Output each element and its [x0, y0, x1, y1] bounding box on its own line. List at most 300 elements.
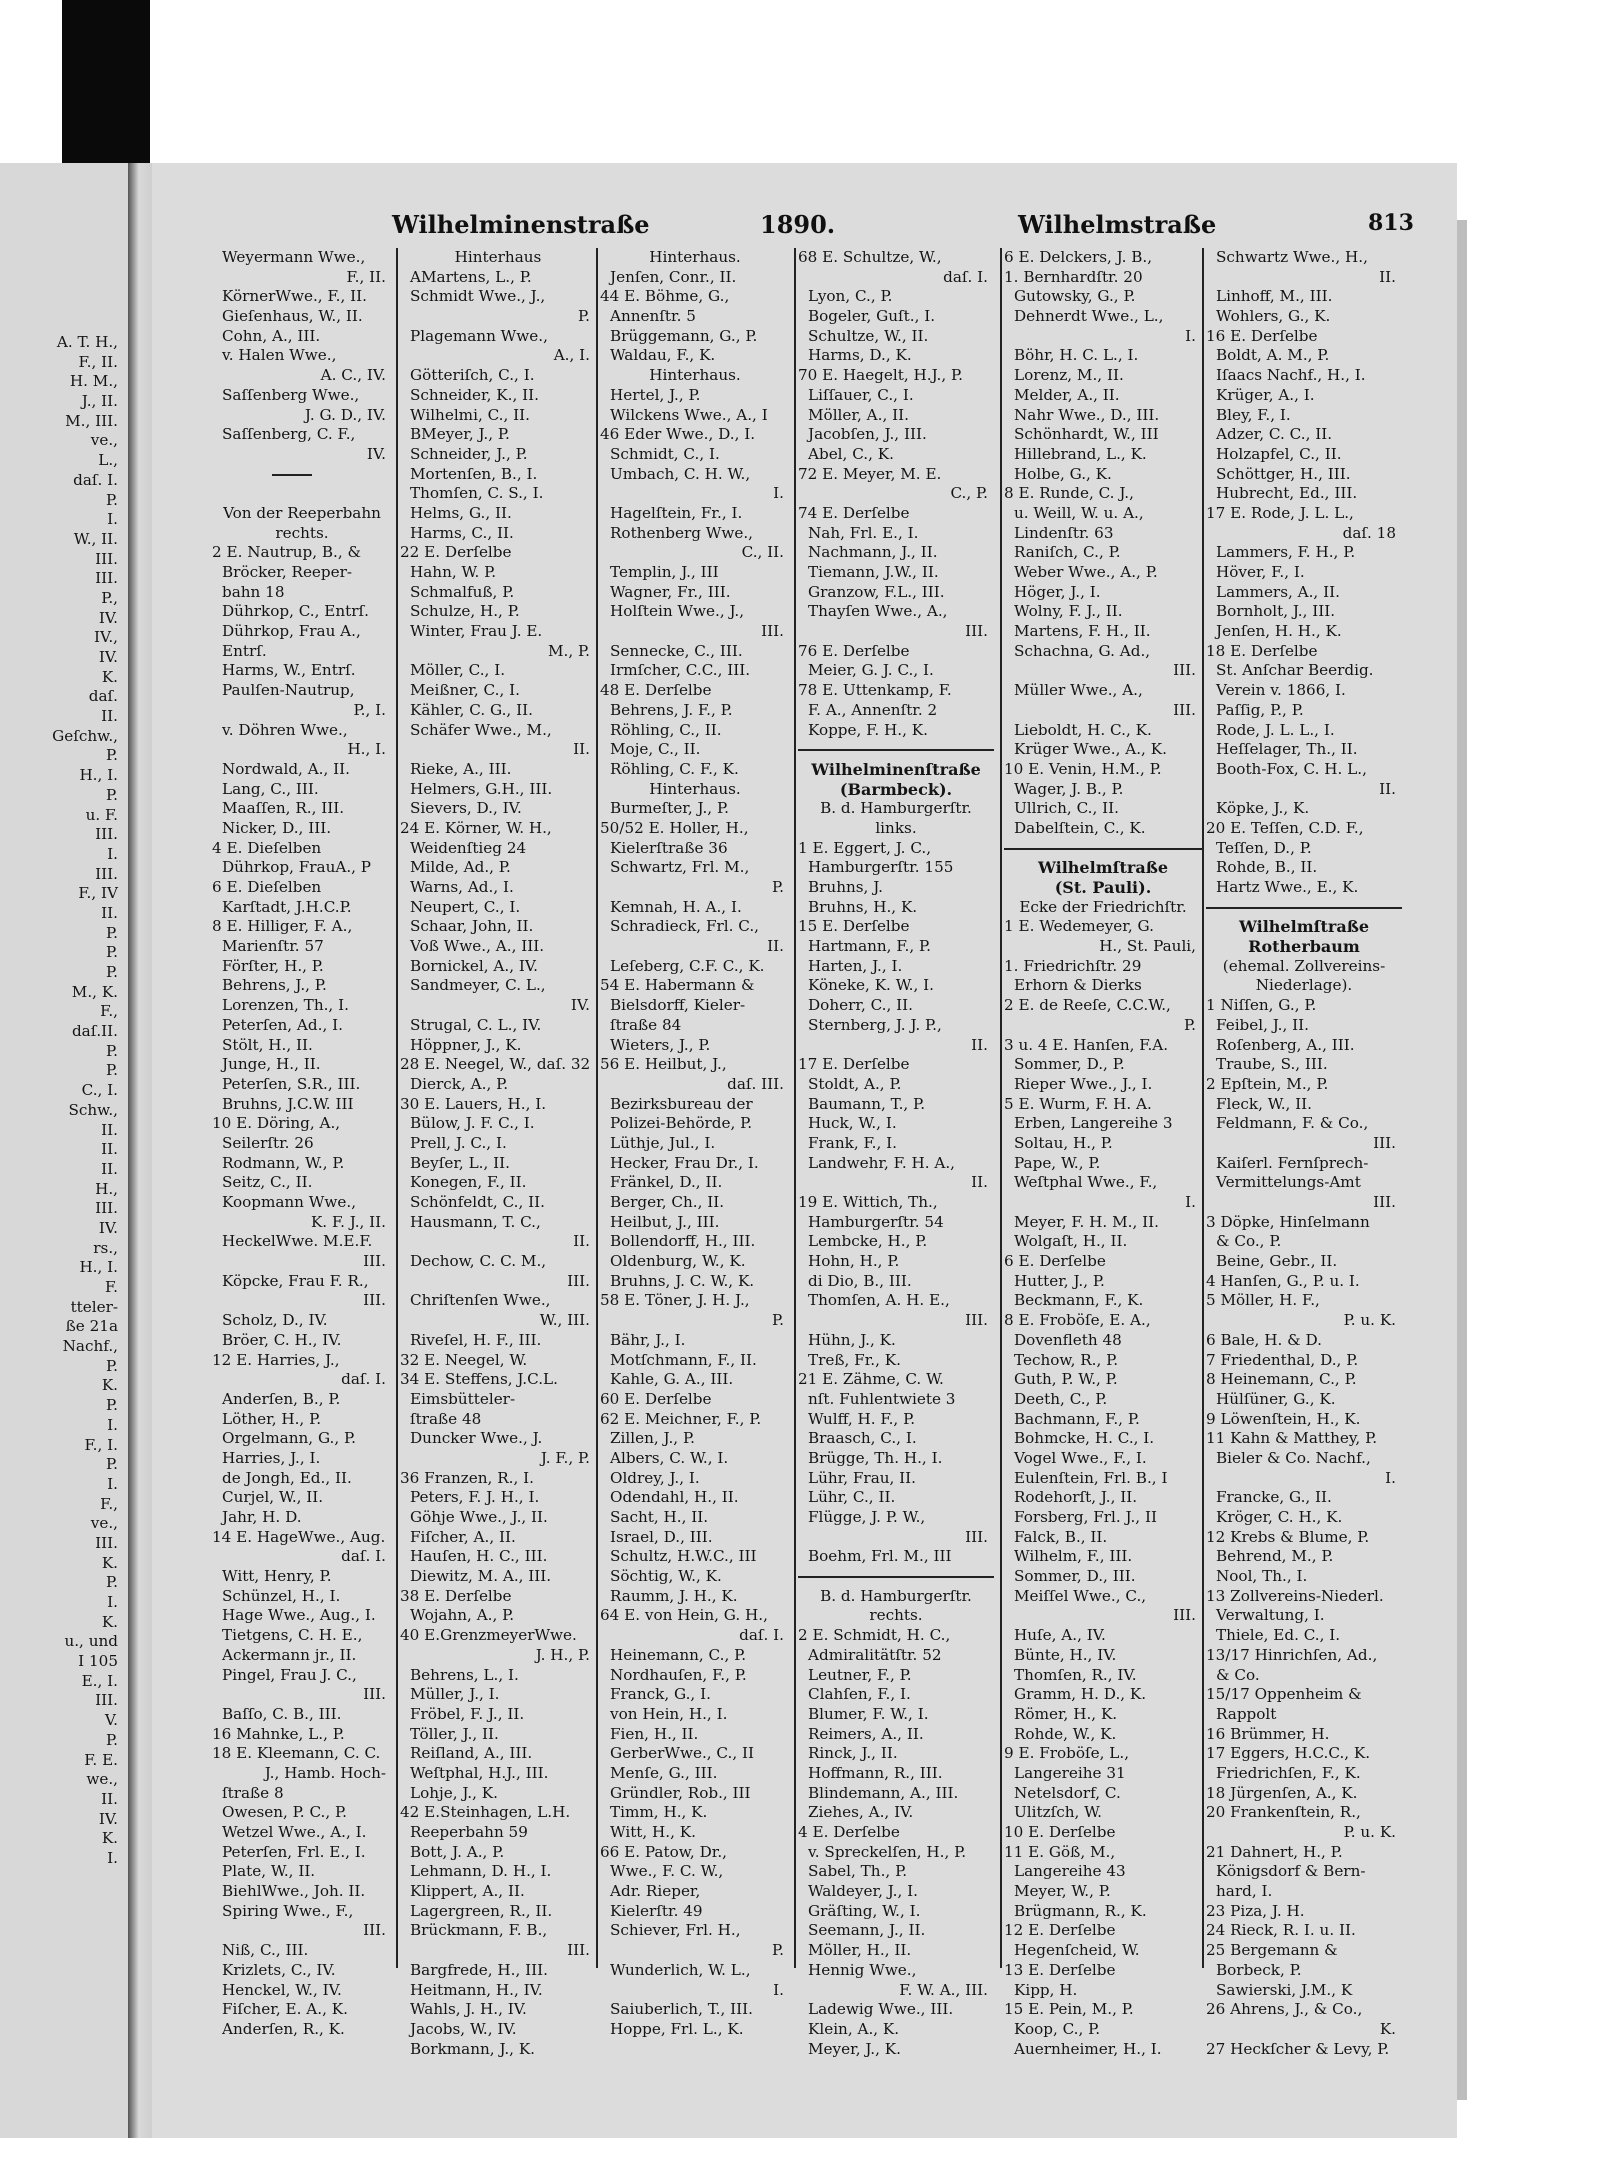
directory-line: Bähr, J., I.: [610, 1330, 686, 1349]
directory-line: nſt. Fuhlentwiete 3: [808, 1389, 956, 1408]
directory-line: Moje, C., II.: [610, 740, 701, 759]
directory-line: Lorenzen, Th., I.: [222, 996, 349, 1015]
directory-line: Wilhelmſtraße: [1037, 858, 1169, 878]
directory-line: 48 E. Derſelbe: [600, 681, 712, 700]
directory-line: Bezirksbureau der: [610, 1094, 753, 1113]
directory-line: P.: [772, 878, 784, 896]
directory-line: Koop, C., P.: [1014, 2019, 1101, 2038]
directory-line: Seemann, J., II.: [808, 1921, 926, 1940]
directory-line: Hinterhaus.: [649, 779, 741, 798]
directory-line: Plate, W., II.: [222, 1862, 316, 1881]
directory-line: Gründler, Rob., III: [610, 1783, 751, 1802]
directory-line: II.: [573, 740, 590, 759]
directory-line: Schmidt, C., I.: [610, 444, 720, 463]
directory-line: Oldrey, J., I.: [610, 1468, 700, 1487]
directory-line: daſ. I.: [341, 1370, 386, 1389]
directory-line: Bohmcke, H. C., I.: [1014, 1429, 1155, 1448]
directory-line: Frank, F., I.: [808, 1133, 897, 1152]
directory-line: Sommer, D., P.: [1014, 1055, 1125, 1074]
directory-line: II.: [1379, 779, 1396, 798]
directory-line: Töller, J., II.: [410, 1724, 499, 1743]
previous-page-fragment: Nachf.,: [62, 1337, 118, 1356]
directory-line: Linhoff, M., III.: [1216, 287, 1333, 306]
directory-line: Wilckens Wwe., A., I: [610, 405, 768, 424]
directory-line: GerberWwe., C., II: [610, 1744, 754, 1763]
directory-line: Höppner, J., K.: [410, 1035, 522, 1054]
previous-page-fragment: H.,: [95, 1179, 118, 1198]
previous-page-fragment: u. F.: [85, 805, 118, 824]
directory-line: 11 E. Göß, M.,: [1004, 1842, 1116, 1861]
directory-line: II.: [573, 1232, 590, 1251]
directory-line: u. Weill, W. u. A.,: [1014, 503, 1144, 522]
directory-line: daſ. 18: [1342, 523, 1396, 542]
directory-line: Von der Reeperbahn: [223, 503, 381, 522]
directory-line: Helmers, G.H., III.: [410, 779, 553, 798]
directory-line: Feldmann, F. & Co.,: [1216, 1114, 1369, 1133]
directory-line: Meißner, C., I.: [410, 681, 520, 700]
directory-line: Schwartz Wwe., H.,: [1216, 248, 1368, 266]
previous-page-fragment: P.: [106, 785, 118, 804]
directory-line: Schöttger, H., III.: [1216, 464, 1351, 483]
directory-line: Fiſcher, A., II.: [410, 1527, 516, 1546]
directory-line: Köpke, J., K.: [1216, 799, 1310, 818]
directory-line: Kemnah, H. A., I.: [610, 897, 742, 916]
directory-line: F., II.: [346, 267, 386, 286]
directory-line: 20 E. Teſſen, C.D. F.,: [1206, 818, 1364, 837]
directory-line: Adzer, C. C., II.: [1216, 425, 1333, 444]
previous-page-fragment: E., I.: [81, 1671, 118, 1690]
previous-page-fragment: ve.,: [90, 431, 118, 450]
directory-line: Rohde, W., K.: [1014, 1724, 1117, 1743]
page-number: 813: [1368, 210, 1414, 236]
previous-page-fragment: I 105: [78, 1652, 118, 1671]
directory-line: Marienſtr. 57: [222, 937, 324, 956]
directory-line: Brückmann, F. B.,: [410, 1921, 548, 1940]
previous-page-fragment: II.: [101, 903, 118, 922]
directory-line: Ullrich, C., II.: [1014, 799, 1119, 818]
previous-page-fragment: P.: [106, 1573, 118, 1592]
directory-line: Schwartz, Frl. M.,: [610, 858, 750, 877]
directory-line: Lembcke, H., P.: [808, 1232, 928, 1251]
directory-line: Thomſen, C. S., I.: [410, 484, 544, 503]
directory-line: III.: [1373, 1133, 1396, 1152]
directory-line: daſ. I.: [943, 267, 988, 286]
directory-line: 38 E. Derſelbe: [400, 1586, 512, 1605]
directory-line: Berger, Ch., II.: [610, 1193, 725, 1211]
section-rule: [1206, 898, 1402, 918]
directory-line: Warns, Ad., I.: [410, 878, 514, 896]
directory-line: Menſe, G., III.: [610, 1763, 718, 1782]
directory-line: 34 E. Steffens, J.C.L.: [400, 1370, 558, 1389]
directory-line: Schultz, H.W.C., III: [610, 1547, 757, 1566]
directory-line: 16 E. Derſelbe: [1206, 326, 1318, 345]
directory-line: Junge, H., II.: [222, 1055, 321, 1074]
directory-line: Hutter, J., P.: [1014, 1271, 1105, 1290]
directory-line: Reeperbahn 59: [410, 1823, 528, 1841]
directory-line: ſtraße 84: [610, 1015, 682, 1034]
directory-line: Albers, C. W., I.: [610, 1448, 729, 1467]
previous-page-fragment: P.: [106, 1061, 118, 1080]
directory-line: BiehlWwe., Joh. II.: [222, 1882, 366, 1901]
directory-line: 62 E. Meichner, F., P.: [600, 1409, 762, 1428]
directory-line: Böhr, H. C. L., I.: [1014, 346, 1139, 365]
directory-line: Voß Wwe., A., III.: [410, 937, 545, 956]
directory-line: 66 E. Patow, Dr.,: [600, 1842, 728, 1861]
directory-line: Lindenſtr. 63: [1014, 523, 1114, 542]
directory-line: Strugal, C. L., IV.: [410, 1015, 542, 1034]
directory-line: Bruhns, J.C.W. III: [222, 1094, 354, 1113]
column-rule: [1202, 248, 1204, 1968]
directory-line: Huſe, A., IV.: [1014, 1626, 1106, 1645]
directory-line: Peterſen, Frl. E., I.: [222, 1842, 366, 1861]
header-left-street: Wilhelminenstraße: [392, 210, 650, 239]
directory-line: Wager, J. B., P.: [1014, 779, 1124, 798]
directory-line: Schultze, W., II.: [808, 326, 929, 345]
directory-line: Blumer, F. W., I.: [808, 1704, 929, 1723]
previous-page-fragment: P.: [106, 923, 118, 942]
directory-line: Milde, Ad., P.: [410, 858, 511, 877]
directory-line: Pingel, Frau J. C.,: [222, 1665, 357, 1684]
directory-line: 42 E.Steinhagen, L.H.: [400, 1803, 571, 1822]
directory-line: Leutner, F., P.: [808, 1665, 912, 1684]
previous-page-fragment: K.: [101, 667, 118, 686]
directory-line: Witt, Henry, P.: [222, 1567, 332, 1586]
previous-page-fragment: IV.: [98, 648, 118, 666]
directory-line: Wilhelmſtraße: [1238, 917, 1370, 937]
directory-line: 68 E. Schultze, W.,: [798, 248, 942, 266]
directory-line: Liſſauer, C., I.: [808, 385, 914, 404]
directory-line: H., St. Pauli,: [1099, 937, 1196, 956]
directory-line: Rohde, B., II.: [1216, 858, 1318, 877]
directory-line: Borkmann, J., K.: [410, 2039, 536, 2058]
directory-line: Israel, D., III.: [610, 1527, 713, 1546]
directory-line: J. G. D., IV.: [304, 405, 386, 424]
directory-line: 15 E. Derſelbe: [798, 917, 910, 936]
directory-line: 32 E. Neegel, W.: [400, 1350, 528, 1369]
directory-line: Treß, Fr., K.: [808, 1350, 901, 1369]
previous-page-fragment: II.: [101, 1159, 118, 1178]
directory-line: Schmidt Wwe., J.,: [410, 287, 546, 306]
directory-line: Fröbel, F. J., II.: [410, 1704, 525, 1723]
directory-line: 50/52 E. Holler, H.,: [600, 818, 749, 837]
directory-line: Wilhelm, F., III.: [1014, 1547, 1133, 1566]
previous-page-fragment: F.,: [100, 1002, 118, 1021]
directory-line: Sternberg, J. J. P.,: [808, 1015, 942, 1034]
directory-line: Höger, J., I.: [1014, 582, 1101, 601]
directory-line: Söchtig, W., K.: [610, 1567, 722, 1586]
directory-line: Sabel, Th., P.: [808, 1862, 908, 1881]
directory-line: Wagner, Fr., III.: [610, 582, 731, 601]
directory-line: K.: [1379, 2019, 1396, 2038]
directory-line: Thomſen, A. H. E.,: [808, 1291, 950, 1310]
directory-line: Bröcker, Reeper-: [222, 563, 353, 581]
directory-line: Götteriſch, C., I.: [410, 366, 535, 385]
directory-line: 8 Heinemann, C., P.: [1206, 1370, 1357, 1389]
previous-page-fragment: daſ. I.: [73, 470, 118, 489]
directory-line: 6 E. Dieſelben: [212, 878, 322, 896]
directory-line: Harms, C., II.: [410, 523, 514, 542]
directory-line: hard, I.: [1216, 1882, 1273, 1901]
directory-line: Wetzel Wwe., A., I.: [222, 1823, 367, 1841]
directory-line: Jacobſen, J., III.: [808, 425, 927, 444]
directory-line: Köpcke, Frau F. R.,: [222, 1271, 369, 1290]
directory-line: Hagelſtein, Fr., I.: [610, 503, 743, 522]
directory-line: Karſtadt, J.H.C.P.: [222, 897, 352, 916]
directory-line: Thomſen, R., IV.: [1014, 1665, 1137, 1684]
previous-page-fragment: I.: [107, 1415, 118, 1434]
directory-line: Römer, H., K.: [1014, 1704, 1118, 1723]
directory-line: 4 E. Dieſelben: [212, 838, 322, 857]
directory-line: Hoffmann, R., III.: [808, 1763, 943, 1782]
directory-line: Plagemann Wwe.,: [410, 326, 548, 345]
directory-line: Booth-Fox, C. H. L.,: [1216, 759, 1367, 778]
directory-line: Röhling, C. F., K.: [610, 759, 739, 778]
directory-line: Landwehr, F. H. A.,: [808, 1153, 956, 1172]
directory-line: Klein, A., K.: [808, 2019, 900, 2038]
directory-line: 14 E. HageWwe., Aug.: [212, 1527, 386, 1546]
previous-page-fragment: ve.,: [90, 1514, 118, 1533]
directory-line: 8 E. Runde, C. J.,: [1004, 484, 1134, 503]
directory-line: Brügge, Th. H., I.: [808, 1448, 943, 1467]
directory-line: Peterſen, Ad., I.: [222, 1015, 343, 1034]
directory-line: Erhorn & Dierks: [1014, 976, 1142, 995]
directory-line: Hauſen, H. C., III.: [410, 1547, 548, 1566]
directory-line: daſ. I.: [739, 1626, 784, 1645]
directory-line: Melder, A., II.: [1014, 385, 1120, 404]
previous-page-fragment: F.: [105, 1278, 118, 1296]
previous-page-fragment: K.: [101, 1553, 118, 1572]
directory-column-2: [400, 248, 596, 2058]
directory-line: Ulitzſch, W.: [1014, 1803, 1102, 1822]
directory-line: Traube, S., III.: [1216, 1055, 1328, 1074]
directory-line: (Barmbeck).: [839, 779, 953, 799]
directory-line: 3 u. 4 E. Hanſen, F.A.: [1004, 1035, 1169, 1054]
binding-shadow: [62, 0, 150, 175]
directory-line: Weber Wwe., A., P.: [1014, 563, 1158, 581]
directory-line: Bachmann, F., P.: [1014, 1409, 1140, 1428]
directory-line: Niederlage).: [1255, 976, 1353, 995]
directory-line: Bargfrede, H., III.: [410, 1960, 548, 1979]
directory-line: Spiring Wwe., F.,: [222, 1901, 354, 1920]
directory-line: Behrens, J. F., P.: [610, 700, 733, 719]
directory-line: Boldt, A. M., P.: [1216, 346, 1330, 365]
directory-line: 21 E. Zähme, C. W.: [798, 1370, 944, 1389]
directory-line: Beine, Gebr., II.: [1216, 1252, 1338, 1271]
directory-line: I.: [773, 484, 784, 503]
directory-line: Dührkop, Frau A.,: [222, 622, 361, 641]
directory-line: 25 Bergemann &: [1206, 1941, 1338, 1960]
directory-line: Hertel, J., P.: [610, 385, 701, 404]
column-rule: [1000, 248, 1002, 1968]
section-rule: [212, 465, 392, 485]
directory-line: 9 Löwenſtein, H., K.: [1206, 1409, 1361, 1428]
directory-line: Wilhelminenſtraße: [811, 759, 981, 779]
directory-line: Nordhauſen, F., P.: [610, 1665, 747, 1684]
directory-line: Meiſſel Wwe., C.,: [1014, 1586, 1147, 1605]
previous-page-fragment: IV.: [98, 1809, 118, 1828]
directory-column-6: [1206, 248, 1402, 2058]
directory-line: Stoldt, A., P.: [808, 1074, 902, 1093]
directory-line: Lieboldt, H. C., K.: [1014, 720, 1152, 739]
directory-line: ſtraße 8: [222, 1783, 284, 1802]
previous-page-fragment: P.: [106, 746, 118, 765]
previous-page-fragment: III.: [95, 1691, 118, 1710]
directory-line: v. Halen Wwe.,: [222, 346, 337, 365]
directory-line: J., Hamb. Hoch-: [264, 1763, 386, 1782]
directory-line: Holſtein Wwe., J.,: [610, 602, 745, 621]
directory-line: Maaſſen, R., III.: [222, 799, 345, 818]
directory-line: P. u. K.: [1343, 1823, 1396, 1841]
directory-line: Lüthje, Jul., I.: [610, 1133, 716, 1152]
directory-line: Hamburgerſtr. 54: [808, 1212, 944, 1231]
directory-line: Waldeyer, J., I.: [808, 1882, 918, 1901]
previous-page-fragment: I.: [107, 844, 118, 863]
header-right-street: Wilhelmstraße: [1018, 210, 1217, 239]
directory-line: Kielerſtraße 36: [610, 838, 728, 857]
directory-line: 4 E. Derſelbe: [798, 1823, 900, 1841]
directory-line: Nahr Wwe., D., III.: [1014, 405, 1160, 424]
directory-line: III.: [1173, 700, 1196, 719]
directory-line: Hahn, W. P.: [410, 563, 497, 581]
directory-line: v. Spreckelſen, H., P.: [808, 1842, 967, 1861]
directory-line: 13 Zollvereins-Niederl.: [1206, 1586, 1384, 1605]
previous-page-fragment: H., I.: [79, 766, 118, 785]
directory-line: Jahr, H. D.: [222, 1508, 302, 1526]
directory-line: Franck, G., I.: [610, 1685, 711, 1704]
directory-line: 7 Friedenthal, D., P.: [1206, 1350, 1359, 1369]
directory-line: Kahle, G. A., III.: [610, 1370, 734, 1389]
directory-line: Kielerſtr. 49: [610, 1901, 703, 1920]
directory-line: 46 Eder Wwe., D., I.: [600, 425, 756, 444]
directory-line: Raniſch, C., P.: [1014, 543, 1121, 562]
previous-page-fragment: W., II.: [73, 529, 118, 548]
directory-line: Weidenſtieg 24: [410, 838, 527, 857]
directory-line: Dovenfleth 48: [1014, 1330, 1122, 1349]
directory-line: Wahls, J. H., IV.: [410, 2000, 527, 2019]
directory-line: Krüger Wwe., A., K.: [1014, 740, 1167, 759]
directory-line: Müller, J., I.: [410, 1685, 500, 1704]
directory-line: Schaar, John, II.: [410, 917, 534, 936]
directory-line: Kipp, H.: [1014, 1980, 1078, 1999]
directory-line: Fränkel, D., II.: [610, 1173, 723, 1192]
directory-line: Tiemann, J.W., II.: [808, 563, 939, 581]
header-year: 1890.: [760, 210, 836, 239]
directory-line: 19 E. Wittich, Th.,: [798, 1193, 938, 1211]
previous-page-fragment: F., II.: [78, 352, 118, 371]
directory-line: III.: [363, 1921, 386, 1940]
directory-line: Falck, B., II.: [1014, 1527, 1108, 1546]
directory-line: 8 E. Froböſe, E. A.,: [1004, 1311, 1151, 1330]
directory-line: 40 E.GrenzmeyerWwe.: [400, 1626, 577, 1645]
section-rule: [1004, 839, 1202, 859]
previous-page-edge: [0, 163, 130, 2138]
directory-line: Ladewig Wwe., III.: [808, 2000, 954, 2019]
directory-line: Paulſen-Nautrup,: [222, 681, 355, 700]
directory-line: 8 E. Hilliger, F. A.,: [212, 917, 353, 936]
previous-page-fragment: u., und: [64, 1632, 118, 1651]
directory-line: F. W. A., III.: [899, 1980, 988, 1999]
directory-line: Feibel, J., II.: [1216, 1015, 1309, 1034]
directory-line: di Dio, B., III.: [808, 1271, 912, 1290]
previous-page-text: [0, 333, 122, 2163]
directory-line: Thayſen Wwe., A.,: [808, 602, 948, 621]
directory-line: IV.: [366, 444, 386, 463]
directory-line: J. F., P.: [540, 1448, 590, 1467]
previous-page-fragment: V.: [104, 1711, 118, 1730]
previous-page-fragment: P.: [106, 943, 118, 962]
directory-line: Duncker Wwe., J.: [410, 1429, 543, 1448]
directory-line: Neupert, C., I.: [410, 897, 521, 916]
column-rule: [596, 248, 598, 1968]
directory-line: Klippert, A., II.: [410, 1882, 525, 1901]
directory-line: Braasch, C., I.: [808, 1429, 917, 1448]
directory-line: 1 Niſſen, G., P.: [1206, 996, 1317, 1015]
directory-line: Köneke, K. W., I.: [808, 976, 934, 995]
directory-line: BMeyer, J., P.: [410, 425, 510, 444]
directory-line: Sennecke, C., III.: [610, 641, 743, 660]
directory-line: Langereihe 43: [1014, 1862, 1126, 1881]
directory-line: Fien, H., II.: [610, 1724, 699, 1743]
previous-page-fragment: P.: [106, 1455, 118, 1474]
directory-line: Clahſen, F., I.: [808, 1685, 911, 1704]
directory-line: Lyon, C., P.: [808, 287, 893, 306]
directory-line: Seilerſtr. 26: [222, 1133, 314, 1152]
previous-page-fragment: I.: [107, 510, 118, 529]
directory-line: Bruhns, H., K.: [808, 897, 918, 916]
previous-page-fragment: I.: [107, 1593, 118, 1611]
directory-line: Rieke, A., III.: [410, 759, 512, 778]
previous-page-fragment: ße 21a: [65, 1317, 118, 1336]
directory-line: 1. Friedrichſtr. 29: [1004, 956, 1142, 975]
directory-line: Annenſtr. 5: [610, 307, 696, 326]
book-gutter: [128, 163, 152, 2138]
directory-line: Bornickel, A., IV.: [410, 956, 539, 975]
directory-line: Röhling, C., II.: [610, 720, 722, 739]
directory-line: Koopmann Wwe.,: [222, 1193, 357, 1211]
directory-line: 60 E. Derſelbe: [600, 1389, 712, 1408]
directory-line: F. A., Annenſtr. 2: [808, 700, 938, 719]
previous-page-fragment: H., I.: [79, 1258, 118, 1277]
directory-line: Förſter, H., P.: [222, 956, 324, 975]
directory-line: 70 E. Haegelt, H.J., P.: [798, 366, 963, 385]
directory-line: Soltau, H., P.: [1014, 1133, 1113, 1152]
directory-line: Schachna, G. Ad.,: [1014, 641, 1151, 660]
directory-line: Burmeſter, J., P.: [610, 799, 729, 818]
directory-line: Hoppe, Frl. L., K.: [610, 2019, 744, 2038]
directory-line: 2 Epſtein, M., P.: [1206, 1074, 1329, 1093]
directory-line: Hinterhaus.: [649, 248, 741, 266]
directory-line: Riveſel, H. F., III.: [410, 1330, 542, 1349]
directory-line: Sandmeyer, C. L.,: [410, 976, 546, 995]
directory-line: Krizlets, C., IV.: [222, 1960, 336, 1979]
directory-line: Wilhelmi, C., II.: [410, 405, 530, 424]
directory-line: Beckmann, F., K.: [1014, 1291, 1144, 1310]
previous-page-fragment: rs.,: [93, 1238, 118, 1257]
directory-line: Hennig Wwe.,: [808, 1960, 917, 1979]
directory-line: Konegen, F., II.: [410, 1173, 527, 1192]
previous-page-fragment: P.: [106, 1356, 118, 1375]
directory-line: III.: [761, 622, 784, 641]
directory-line: P. u. K.: [1343, 1311, 1396, 1330]
directory-line: Weſtphal, H.J., III.: [410, 1763, 549, 1782]
directory-line: Schradieck, Frl. C.,: [610, 917, 759, 936]
directory-line: 10 E. Derſelbe: [1004, 1823, 1116, 1841]
directory-line: 6 E. Delckers, J. B.,: [1004, 248, 1153, 266]
directory-line: Anderſen, R., K.: [222, 2019, 345, 2038]
directory-line: Wieters, J., P.: [610, 1035, 711, 1054]
directory-line: Bülow, J. F. C., I.: [410, 1114, 535, 1133]
previous-page-fragment: P.,: [101, 588, 118, 607]
